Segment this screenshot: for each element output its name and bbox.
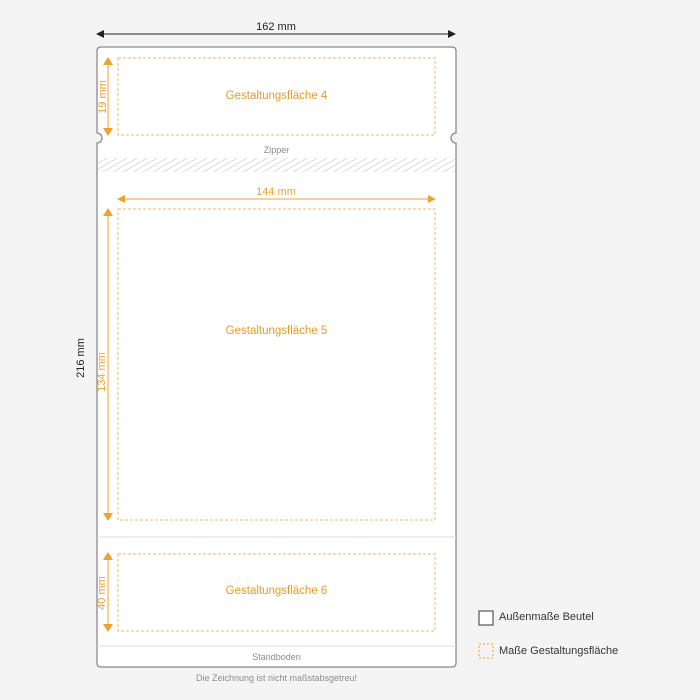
- legend-design-swatch: [479, 644, 493, 658]
- legend-design-label: Maße Gestaltungsfläche: [499, 645, 619, 657]
- area4-height-label: 19 mm: [97, 80, 109, 114]
- inner-width-label: 144 mm: [256, 186, 296, 198]
- outer-height-label: 216 mm: [75, 338, 87, 378]
- legend-outer-label: Außenmaße Beutel: [499, 611, 594, 623]
- scale-note: Die Zeichnung ist nicht maßstabsgetreu!: [195, 673, 358, 683]
- area6-label: Gestaltungsfläche 6: [225, 585, 328, 597]
- bag-outline: [97, 47, 456, 667]
- bottom-label: Standboden: [252, 652, 301, 662]
- area6-height-label: 40 mm: [96, 576, 108, 610]
- area5-label: Gestaltungsfläche 5: [225, 325, 328, 337]
- area5-height-label: 134 mm: [96, 352, 108, 392]
- zipper-band: [98, 158, 455, 172]
- legend-outer-swatch: [479, 611, 493, 625]
- area4-label: Gestaltungsfläche 4: [225, 90, 328, 102]
- zipper-label: Zipper: [263, 145, 290, 155]
- outer-width-label: 162 mm: [256, 21, 296, 33]
